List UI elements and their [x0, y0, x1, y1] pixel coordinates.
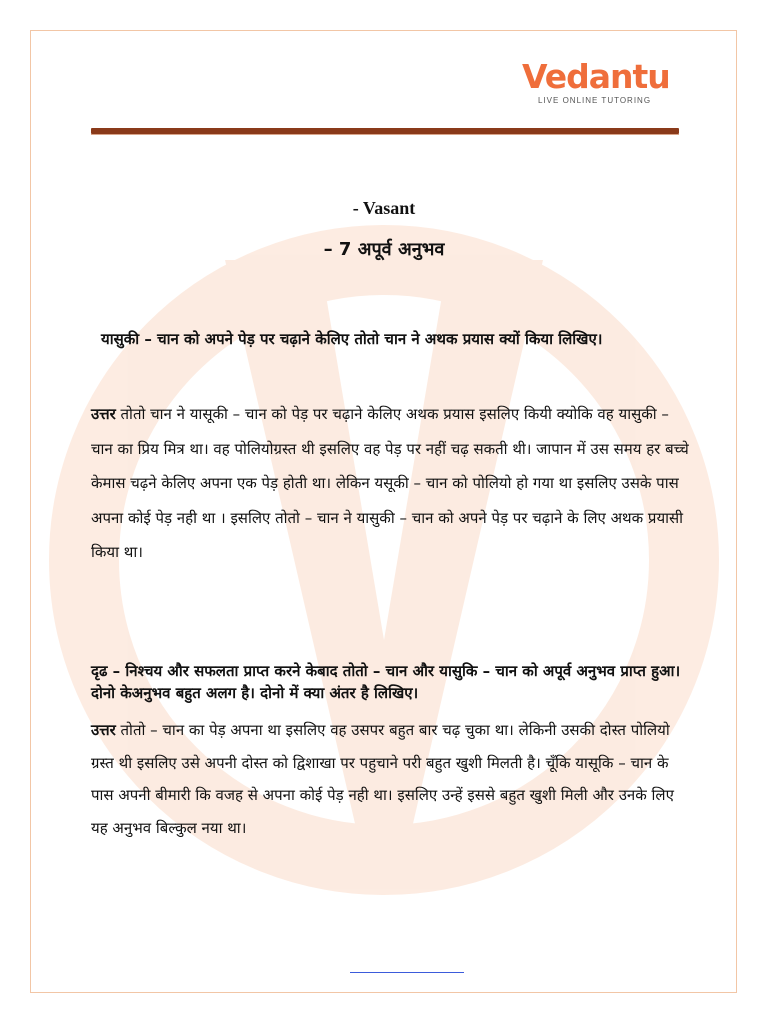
- logo-wordmark: Vedantu: [522, 57, 670, 96]
- answer-2: [91, 714, 691, 844]
- footer-link-underline: [350, 972, 464, 973]
- header-divider: [91, 128, 679, 134]
- answer-2-text: तोतो – चान का पेड़ अपना था इसलिए वह उसपर बहुत बार चढ़ चुका था। लेकिनी उसकी दोस्त पोलियो ग्रस्त थी इसलिए उसे अपनी दोस्त को द्विशाखा पर पहुचाने परी बहुत खुशी मिलती है। चूँकि यासूकि – चान के पास अपनी बीमारी कि वजह से अपना कोई पेड़ नही था। इसलिए उन्हें इससे बहुत खुशी मिली और उनके लिए यह अनुभव बिल्कुल नया था।: [91, 721, 674, 837]
- question-2: दृढ – निश्चय और सफलता प्राप्त करने केबाद तोतो – चान और यासुकि – चान को अपूर्व अनुभव प्राप्त हुआ। दोनो केअनुभव बहुत अलग है। दोनो में क्या अंतर है लिखिए।: [91, 662, 681, 702]
- book-title: - Vasant: [352, 198, 416, 218]
- chapter-title: – 7 अपूर्व अनुभव: [323, 239, 445, 260]
- answer-2-label: उत्तर: [91, 721, 116, 739]
- answer-1-text: तोतो चान ने यासूकी – चान को पेड़ पर चढ़ाने केलिए अथक प्रयास इसलिए कियी क्योकि वह यासुकी – चान का प्रिय मित्र था। वह पोलियोग्रस्त थी इसलिए वह पेड़ पर नहीं चढ़ सकती थी। जापान में उस समय हर बच्चे केमास चढ़ने केलिए अपना एक पेड़ होती था। लेकिन यसूकी – चान को पोलियो हो गया था इसलिए उसके पास अपना कोई पेड़ नही था । इसलिए तोतो – चान ने यासुकी – चान को अपने पेड़ पर चढ़ाने के लिए अथक प्रयासी किया था।: [91, 405, 689, 561]
- answer-1-label: उत्तर: [91, 405, 116, 423]
- logo-tagline: LIVE ONLINE TUTORING: [538, 96, 652, 105]
- question-1: यासुकी – चान को अपने पेड़ पर चढ़ाने केलिए तोतो चान ने अथक प्रयास क्यों किया लिखिए।: [101, 330, 603, 348]
- vedantu-logo: [522, 57, 682, 105]
- answer-1: [91, 397, 691, 570]
